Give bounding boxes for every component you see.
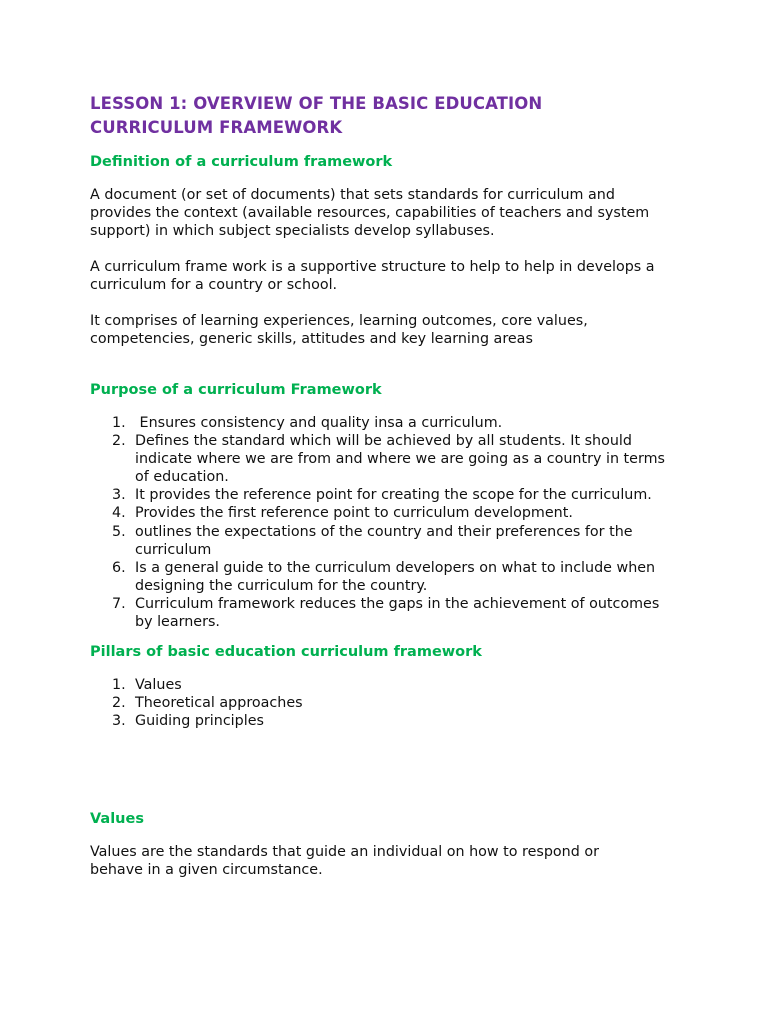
- list-item: 3. It provides the reference point for creating the scope for the curriculum.: [112, 487, 652, 504]
- list-item: 1. Ensures consistency and quality insa a curriculum.: [112, 415, 503, 431]
- definition-paragraph-2: A curriculum frame work is a supportive structure to help to help in develops a curriculum for a country or school.: [90, 259, 655, 293]
- list-item: 7. Curriculum framework reduces the gaps in the achievement of outcomes by learners.: [112, 595, 660, 631]
- values-heading: Values: [90, 811, 144, 828]
- purpose-heading: Purpose of a curriculum Framework: [90, 382, 382, 398]
- definition-paragraph-3: It comprises of learning experiences, learning outcomes, core values, competencies, generic skills, attitudes and key learning areas: [90, 313, 588, 347]
- lesson-title-line-1: LESSON 1: OVERVIEW OF THE BASIC EDUCATION: [90, 94, 543, 113]
- list-item: 1. Values: [112, 677, 182, 694]
- list-item: 4. Provides the first reference point to curriculum development.: [112, 505, 573, 522]
- lesson-title-line-2: CURRICULUM FRAMEWORK: [90, 118, 343, 137]
- list-item: 2. Theoretical approaches: [112, 695, 303, 712]
- pillars-list: [90, 676, 690, 730]
- document-page: [90, 92, 690, 879]
- list-item: 3. Guiding principles: [112, 713, 264, 730]
- purpose-list: [90, 414, 670, 631]
- list-item: 2. Defines the standard which will be achieved by all students. It should indicate where we are from and where we are going as a country in terms of education.: [112, 433, 665, 486]
- definition-paragraph-1: A document (or set of documents) that sets standards for curriculum and provides the context (available resources, capabilities of teachers and system support) in which subject specialists develop syllabuses.: [90, 187, 650, 239]
- lesson-title: [90, 92, 690, 140]
- list-item: 6. Is a general guide to the curriculum developers on what to include when designing the curriculum for the country.: [112, 559, 656, 594]
- definition-heading: Definition of a curriculum framework: [90, 154, 393, 170]
- pillars-heading: Pillars of basic education curriculum framework: [90, 644, 482, 661]
- values-paragraph: Values are the standards that guide an individual on how to respond or behave in a given circumstance.: [90, 844, 599, 879]
- list-item: 5. outlines the expectations of the country and their preferences for the curriculum: [112, 523, 633, 558]
